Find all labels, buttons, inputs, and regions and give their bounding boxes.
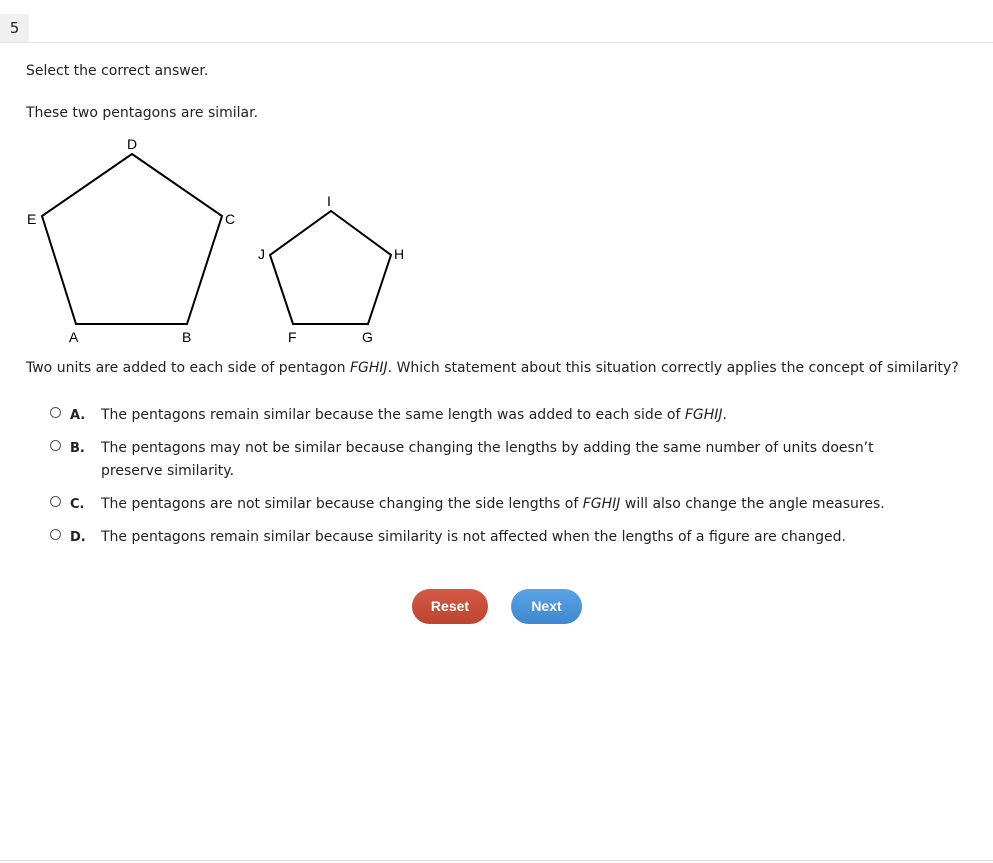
question-number: 5 [0, 14, 29, 42]
vertex-label-h: H [394, 246, 405, 262]
choice-text-d: The pentagons remain similar because similarity is not affected when the lengths of a figure are changed. [101, 529, 846, 545]
choice-a[interactable] [50, 404, 930, 427]
vertex-label-e: E [27, 211, 37, 227]
pentagon-abcde [42, 154, 222, 324]
prompt-text-after: . Which statement about this situation correctly applies the concept of similarity? [387, 360, 959, 376]
pentagon-fghij [270, 211, 391, 324]
vertex-label-d: D [127, 136, 138, 152]
choice-letter-a: A. [70, 408, 86, 423]
vertex-label-g: G [362, 329, 373, 345]
next-button[interactable]: Next [511, 589, 582, 624]
vertex-label-a: A [69, 329, 79, 345]
radio-button-a[interactable] [50, 407, 61, 418]
vertex-label-j: J [258, 246, 265, 262]
choice-letter-c: C. [70, 497, 85, 512]
footer-divider [0, 860, 993, 861]
radio-button-c[interactable] [50, 496, 61, 507]
radio-button-d[interactable] [50, 529, 61, 540]
instruction-text: Select the correct answer. [26, 63, 209, 79]
vertex-label-c: C [225, 211, 236, 227]
prompt-pentagon-name: FGHIJ [349, 360, 388, 376]
reset-button[interactable]: Reset [412, 589, 488, 624]
question-prompt [26, 359, 959, 377]
choice-text-b: The pentagons may not be similar because changing the lengths by adding the same number of units doesn’t preserve similarity. [101, 440, 874, 479]
choice-letter-d: D. [70, 530, 86, 545]
choice-d[interactable] [50, 526, 930, 549]
vertex-label-i: I [327, 193, 331, 209]
header-divider [0, 42, 993, 43]
choice-b[interactable] [50, 437, 930, 483]
choice-text-c: The pentagons are not similar because changing the side lengths of FGHIJ will also change the angle measures. [101, 496, 885, 512]
radio-button-b[interactable] [50, 440, 61, 451]
choice-c[interactable] [50, 493, 930, 516]
prompt-text-before: Two units are added to each side of pentagon [26, 360, 350, 376]
vertex-label-f: F [288, 329, 297, 345]
choice-text-a: The pentagons remain similar because the same length was added to each side of FGHIJ. [101, 407, 727, 423]
vertex-label-b: B [182, 329, 192, 345]
statement-text: These two pentagons are similar. [26, 105, 259, 121]
pentagons-figure [20, 134, 420, 349]
choice-letter-b: B. [70, 441, 85, 456]
